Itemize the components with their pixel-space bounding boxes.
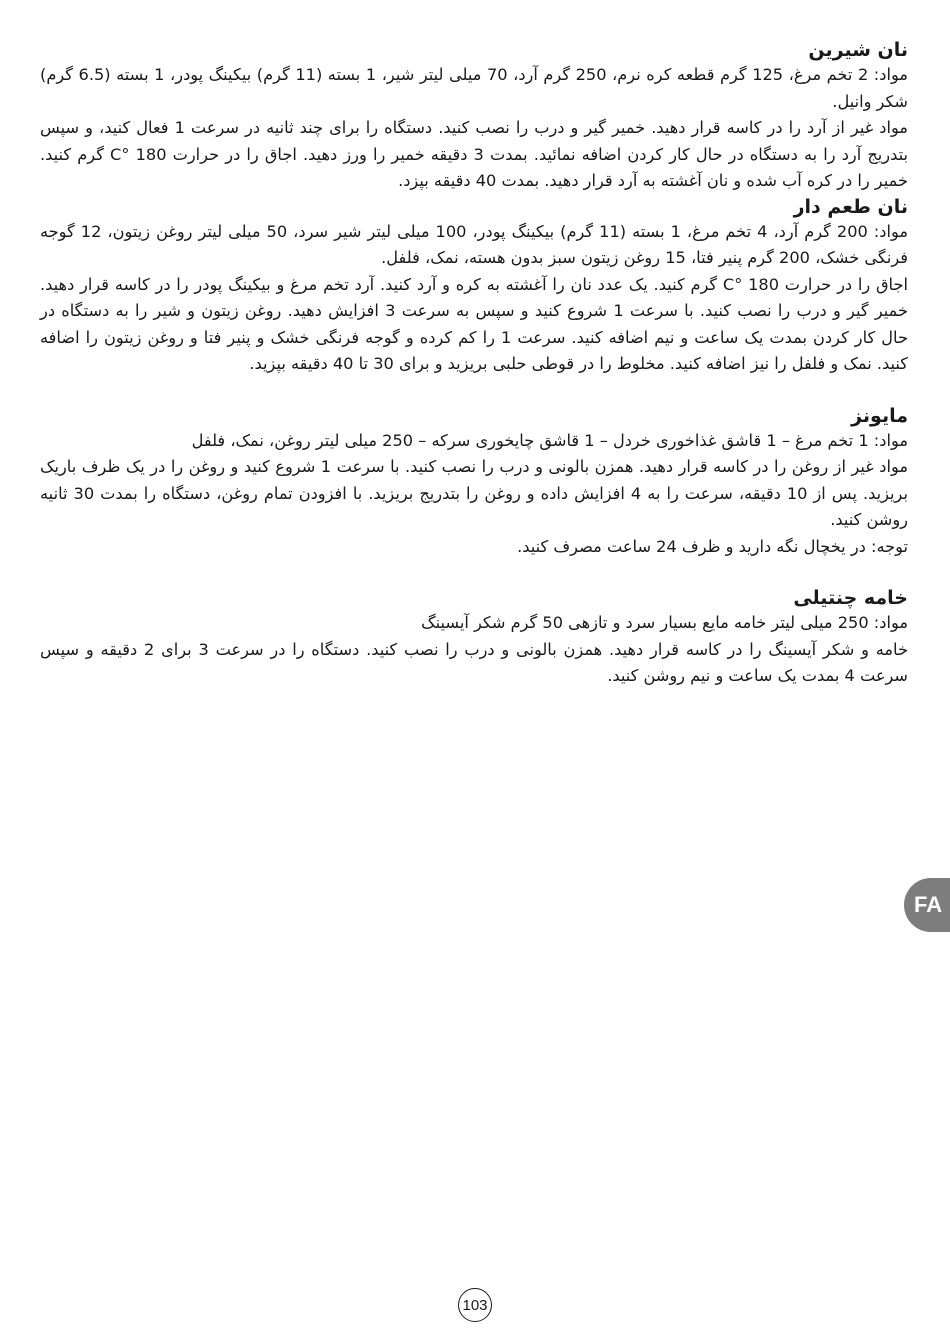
recipe-sweet-bread (40, 38, 908, 195)
recipe-title: نان طعم دار (793, 195, 908, 218)
section-spacer (40, 378, 908, 404)
page-number: 103 (458, 1288, 492, 1322)
instructions-paragraph: مواد غیر از آرد را در کاسه قرار دهید. خمیر گیر و درب را نصب کنید. دستگاه را برای چند ثانیه در سرعت 1 فعال کنید، و سپس بتدریج آرد را به دستگاه در حال کار کردن اضافه نمائید. بمدت 3 دقیقه خمیر را ورز دهید. اجاق را در حرارت 180 °C گرم کنید. خمیر را در کره آب شده و نان آغشته به آرد قرار دهید. بمدت 40 دقیقه بپزد. (40, 118, 909, 190)
recipe-chantilly-cream (40, 586, 908, 690)
language-tab (904, 878, 950, 932)
note-paragraph: توجه: در یخچال نگه دارید و ظرف 24 ساعت مصرف کنید. (517, 536, 908, 556)
ingredients-paragraph: مواد: 200 گرم آرد، 4 تخم مرغ، 1 بسته (11 گرم) بیکینگ پودر، 100 میلی لیتر شیر سرد، 50 میلی لیتر روغن زیتون، 12 گوجه فرنگی خشک، 200 گرم پنیر فتا، 15 روغن زیتون سبز بدون هسته، نمک، فلفل. (40, 221, 908, 267)
instructions-paragraph: مواد غیر از روغن را در کاسه قرار دهید. همزن بالونی و درب را نصب کنید. با سرعت 1 شروع کنید و روغن را در یک ظرف باریک بریزید. پس از 10 دقیقه، سرعت را به 4 افزایش داده و روغن را بتدریج بریزید. با افزودن تمام روغن، دستگاه را بمدت 30 ثانیه روشن کنید. (40, 457, 908, 529)
recipe-mayonnaise (40, 404, 908, 561)
ingredients-paragraph: مواد: 1 تخم مرغ – 1 قاشق غذاخوری خردل – 1 قاشق چایخوری سرکه – 250 میلی لیتر روغن، نمک، فلفل (191, 430, 908, 450)
ingredients-paragraph: مواد: 2 تخم مرغ، 125 گرم قطعه کره نرم، 250 گرم آرد، 70 میلی لیتر شیر، 1 بسته (11 گرم) بیکینگ پودر، 1 بسته (6.5 گرم) شکر وانیل. (40, 65, 908, 111)
recipe-title: مایونز (851, 404, 908, 427)
recipe-title: خامه چنتیلی (793, 587, 908, 609)
ingredients-paragraph: مواد: 250 میلی لیتر خامه مایع بسیار سرد و تازهی 50 گرم شکر آیسینگ (421, 613, 908, 632)
recipe-flavored-bread (40, 195, 908, 378)
section-spacer (40, 560, 908, 586)
recipe-title: نان شیرین (808, 39, 908, 61)
language-tab-label: FA (914, 892, 943, 917)
instructions-paragraph: اجاق را در حرارت 180 °C گرم کنید. یک عدد نان را آغشته به کره و آرد کنید. آرد تخم مرغ و بیکینگ پودر را در کاسه قرار دهید. خمیر گیر و درب را نصب کنید. با سرعت 1 شروع کنید و سپس به سرعت 3 افزایش دهید. روغن زیتون و شیر را به دستگاه در حال کار کردن بمدت یک ساعت و نیم اضافه کنید. سرعت 1 را کم کرده و گوجه فرنگی خشک و پنیر فتا و روغن زیتون را اضافه کنید. نمک و فلفل را نیز اضافه کنید. مخلوط را در قوطی حلبی بریزید و برای 30 تا 40 دقیقه بپزید. (40, 274, 909, 373)
recipe-page (40, 38, 908, 690)
instructions-paragraph: خامه و شکر آیسینگ را در کاسه قرار دهید. همزن بالونی و درب را نصب کنید. دستگاه را در سرعت 3 برای 2 دقیقه و سپس سرعت 4 بمدت یک ساعت و نیم روشن کنید. (40, 639, 908, 685)
